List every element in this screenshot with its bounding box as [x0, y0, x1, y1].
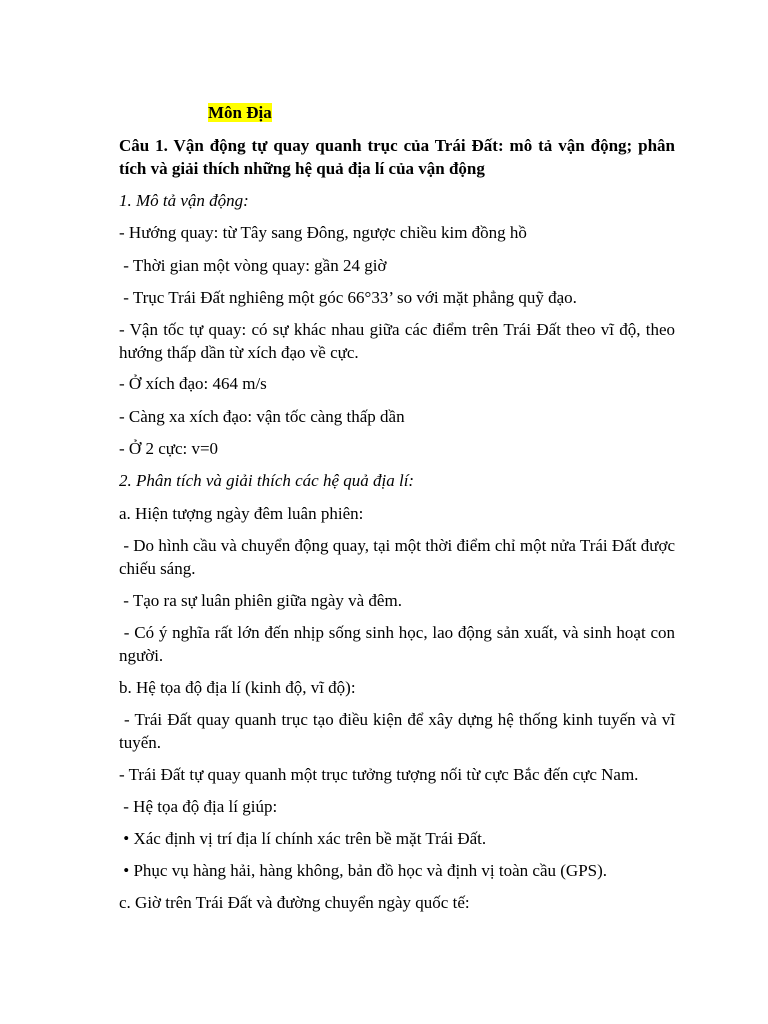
section2-item: - Trái Đất tự quay quanh một trục tưởng tượng nối từ cực Bắc đến cực Nam.	[119, 765, 639, 784]
section1-heading: 1. Mô tả vận động:	[119, 191, 249, 210]
section2-item: c. Giờ trên Trái Đất và đường chuyển ngày quốc tế:	[119, 893, 470, 912]
section1-item: - Vận tốc tự quay: có sự khác nhau giữa các điểm trên Trái Đất theo vĩ độ, theo hướng thấp dần từ xích đạo về cực.	[119, 320, 675, 362]
section2-item: b. Hệ tọa độ địa lí (kinh độ, vĩ độ):	[119, 678, 356, 697]
section2-item: - Hệ tọa độ địa lí giúp:	[119, 797, 278, 816]
section1-item: - Ở xích đạo: 464 m/s	[119, 374, 267, 393]
section2-item: - Có ý nghĩa rất lớn đến nhịp sống sinh học, lao động sản xuất, và sinh hoạt con người.	[119, 623, 680, 665]
section1-item: - Hướng quay: từ Tây sang Đông, ngược chiều kim đồng hồ	[119, 223, 527, 242]
section1-item: - Trục Trái Đất nghiêng một góc 66°33’ so với mặt phẳng quỹ đạo.	[119, 288, 577, 307]
section2-item: - Do hình cầu và chuyển động quay, tại một thời điểm chỉ một nửa Trái Đất được chiếu sáng.	[119, 536, 680, 578]
section1-item: - Càng xa xích đạo: vận tốc càng thấp dần	[119, 407, 405, 426]
section1-item: - Ở 2 cực: v=0	[119, 439, 219, 458]
subject-title-wrap	[208, 101, 272, 124]
section2-heading: 2. Phân tích và giải thích các hệ quả địa lí:	[119, 471, 415, 490]
section2-item: a. Hiện tượng ngày đêm luân phiên:	[119, 504, 364, 523]
section2-item: - Trái Đất quay quanh trục tạo điều kiện để xây dựng hệ thống kinh tuyến và vĩ tuyến.	[119, 710, 680, 752]
section2-item: • Phục vụ hàng hải, hàng không, bản đồ học và định vị toàn cầu (GPS).	[119, 861, 608, 880]
section2-item: • Xác định vị trí địa lí chính xác trên bề mặt Trái Đất.	[119, 829, 487, 848]
question-heading: Câu 1. Vận động tự quay quanh trục của Trái Đất: mô tả vận động; phân tích và giải thích những hệ quả địa lí của vận động	[119, 136, 675, 178]
subject-title: Môn Địa	[208, 103, 272, 122]
section2-item: - Tạo ra sự luân phiên giữa ngày và đêm.	[119, 591, 402, 610]
section1-item: - Thời gian một vòng quay: gần 24 giờ	[119, 256, 387, 275]
